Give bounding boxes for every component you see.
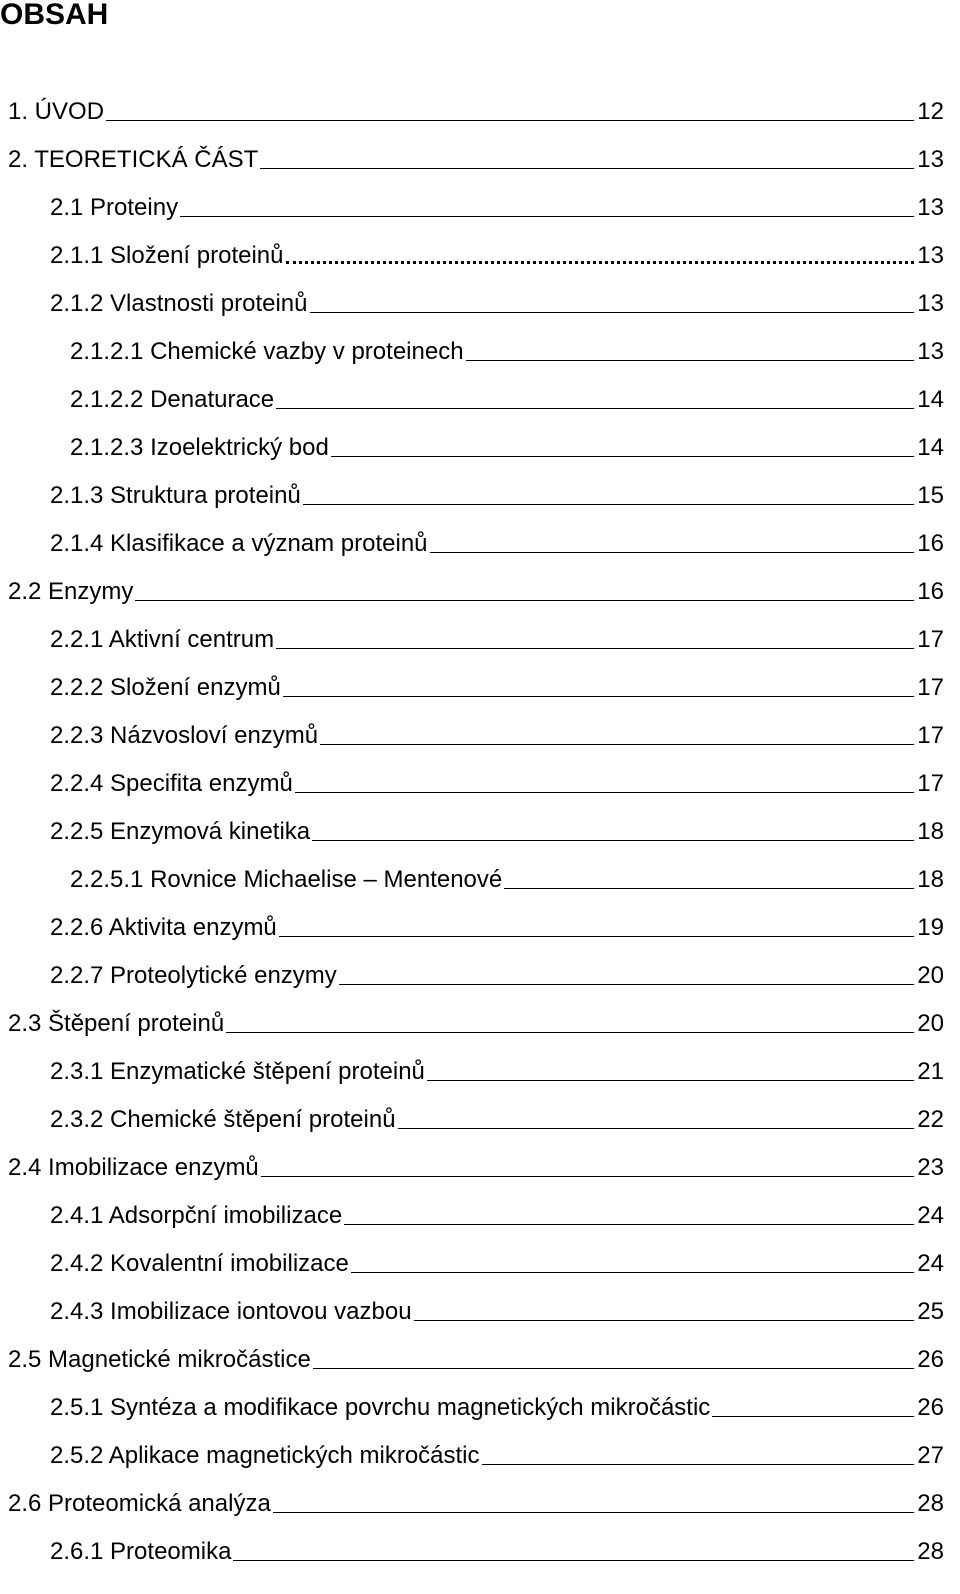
toc-entry-title: 2.4.3 Imobilizace iontovou vazbou	[50, 1298, 412, 1325]
toc-page-number: 17	[917, 770, 944, 797]
toc-entry[interactable]	[50, 956, 944, 990]
toc-entry-title: 2.2.3 Názvosloví enzymů	[50, 722, 319, 749]
toc-page-number: 13	[917, 242, 944, 269]
toc-leader	[283, 696, 914, 697]
toc-entry-title: 2.2 Enzymy	[8, 578, 134, 605]
toc-page-number: 13	[917, 290, 944, 317]
toc-leader	[313, 1368, 915, 1369]
toc-leader	[712, 1416, 914, 1417]
toc-entry-title: 2.4.2 Kovalentní imobilizace	[50, 1250, 349, 1277]
toc-entry[interactable]	[50, 1436, 944, 1470]
toc-entry-title: 2.1.2.3 Izoelektrický bod	[70, 434, 329, 461]
toc-entry[interactable]	[8, 572, 944, 606]
toc-leader	[351, 1272, 914, 1273]
toc-entry-title: 2.4.1 Adsorpční imobilizace	[50, 1202, 343, 1229]
toc-entry[interactable]	[70, 860, 944, 894]
toc-page-number: 12	[917, 98, 944, 125]
toc-entry[interactable]	[50, 812, 944, 846]
toc-leader	[279, 936, 915, 937]
toc-page-number: 24	[917, 1250, 944, 1277]
toc-page-number: 23	[917, 1154, 944, 1181]
toc-entry-title: 2.3.1 Enzymatické štěpení proteinů	[50, 1058, 425, 1085]
toc-page-number: 19	[917, 914, 944, 941]
page-title: OBSAH	[0, 0, 109, 31]
toc-entry[interactable]	[50, 1292, 944, 1326]
toc-entry[interactable]	[50, 1100, 944, 1134]
toc-entry[interactable]	[70, 380, 944, 414]
toc-leader	[466, 360, 915, 361]
toc-entry-title: 2.1.4 Klasifikace a význam proteinů	[50, 530, 428, 557]
toc-entry-title: 2.2.6 Aktivita enzymů	[50, 914, 277, 941]
toc-entry[interactable]	[50, 476, 944, 510]
toc-page-number: 14	[917, 434, 944, 461]
toc-entry[interactable]	[50, 764, 944, 798]
toc-page-number: 13	[917, 338, 944, 365]
toc-page-number: 26	[917, 1394, 944, 1421]
toc-leader	[303, 504, 914, 505]
toc-entry[interactable]	[50, 716, 944, 750]
toc-page-number: 16	[917, 530, 944, 557]
toc-page-number: 20	[917, 1010, 944, 1037]
toc-leader	[504, 888, 914, 889]
toc-entry[interactable]	[50, 284, 944, 318]
toc-page-number: 24	[917, 1202, 944, 1229]
toc-leader	[286, 261, 915, 264]
toc-entry[interactable]	[50, 1196, 944, 1230]
toc-leader	[331, 456, 914, 457]
toc-entry[interactable]	[8, 1484, 944, 1518]
toc-leader	[320, 744, 914, 745]
toc-page-number: 13	[917, 146, 944, 173]
toc-entry-title: 2.6 Proteomická analýza	[8, 1490, 271, 1517]
toc-entry[interactable]	[50, 188, 944, 222]
toc-entry-title: 2.1.3 Struktura proteinů	[50, 482, 301, 509]
toc-page-number: 20	[917, 962, 944, 989]
toc-leader	[398, 1128, 915, 1129]
toc-entry-title: 2.2.2 Složení enzymů	[50, 674, 281, 701]
toc-leader	[233, 1560, 914, 1561]
toc-entry-title: 2.6.1 Proteomika	[50, 1538, 232, 1565]
toc-entry[interactable]	[8, 92, 944, 126]
toc-entry[interactable]	[8, 140, 944, 174]
toc-leader	[276, 648, 914, 649]
toc-entry[interactable]	[8, 1148, 944, 1182]
toc-entry-title: 2.1.2.1 Chemické vazby v proteinech	[70, 338, 464, 365]
toc-entry[interactable]	[50, 1244, 944, 1278]
toc-entry-title: 2.1.2 Vlastnosti proteinů	[50, 290, 308, 317]
toc-page-number: 28	[917, 1538, 944, 1565]
toc-entry[interactable]	[50, 1532, 944, 1566]
toc-page-number: 13	[917, 194, 944, 221]
toc-entry[interactable]	[8, 1340, 944, 1374]
toc-leader	[482, 1464, 915, 1465]
toc-entry-title: 2.3 Štěpení proteinů	[8, 1010, 225, 1037]
toc-page-number: 17	[917, 626, 944, 653]
toc-leader	[260, 168, 914, 169]
toc-page-number: 26	[917, 1346, 944, 1373]
toc-page-number: 15	[917, 482, 944, 509]
toc-leader	[261, 1176, 915, 1177]
toc-page-number: 22	[917, 1106, 944, 1133]
toc-entry-title: 2.2.7 Proteolytické enzymy	[50, 962, 337, 989]
toc-leader	[414, 1320, 915, 1321]
toc-leader	[226, 1032, 914, 1033]
toc-leader	[430, 552, 915, 553]
toc-leader	[295, 792, 914, 793]
toc-entry-title: 2.1.1 Složení proteinů	[50, 242, 284, 269]
toc-leader	[312, 840, 914, 841]
toc-entry-title: 2.1.2.2 Denaturace	[70, 386, 275, 413]
toc-entry-title: 2.2.1 Aktivní centrum	[50, 626, 275, 653]
toc-entry[interactable]	[50, 620, 944, 654]
toc-page-number: 16	[917, 578, 944, 605]
toc-entry-title: 2. TEORETICKÁ ČÁST	[8, 146, 259, 173]
toc-page-number: 17	[917, 722, 944, 749]
toc-entry-title: 2.1 Proteiny	[50, 194, 179, 221]
toc-leader	[344, 1224, 914, 1225]
toc-entry[interactable]	[50, 908, 944, 942]
toc-leader	[180, 216, 914, 217]
toc-entry-title: 2.5 Magnetické mikročástice	[8, 1346, 311, 1373]
toc-page-number: 17	[917, 674, 944, 701]
toc-page-number: 25	[917, 1298, 944, 1325]
toc-leader	[106, 120, 914, 121]
toc-entry-title: 2.5.1 Syntéza a modifikace povrchu magnetických mikročástic	[50, 1394, 711, 1421]
toc-entry[interactable]	[50, 524, 944, 558]
toc-entry[interactable]	[50, 668, 944, 702]
toc-entry[interactable]	[50, 1052, 944, 1086]
toc-entry[interactable]	[50, 1388, 944, 1422]
toc-entry-title: 1. ÚVOD	[8, 98, 105, 125]
toc-leader	[276, 408, 914, 409]
toc-entry-title: 2.4 Imobilizace enzymů	[8, 1154, 259, 1181]
toc-entry[interactable]	[50, 236, 944, 270]
toc-leader	[427, 1080, 914, 1081]
toc-page-number: 18	[917, 818, 944, 845]
toc-leader	[135, 600, 914, 601]
toc-entry-title: 2.2.5 Enzymová kinetika	[50, 818, 311, 845]
toc-leader	[339, 984, 915, 985]
toc-page-number: 27	[917, 1442, 944, 1469]
toc-entry[interactable]	[70, 332, 944, 366]
toc-entry[interactable]	[8, 1004, 944, 1038]
toc-entry-title: 2.5.2 Aplikace magnetických mikročástic	[50, 1442, 480, 1469]
toc-leader	[310, 312, 915, 313]
toc-leader	[273, 1512, 914, 1513]
toc-page-number: 28	[917, 1490, 944, 1517]
toc-entry-title: 2.2.4 Specifita enzymů	[50, 770, 293, 797]
toc-entry[interactable]	[70, 428, 944, 462]
toc-page-number: 14	[917, 386, 944, 413]
toc-entry-title: 2.3.2 Chemické štěpení proteinů	[50, 1106, 396, 1133]
toc-entry-title: 2.2.5.1 Rovnice Michaelise – Mentenové	[70, 866, 503, 893]
toc-page-number: 21	[917, 1058, 944, 1085]
toc-page-number: 18	[917, 866, 944, 893]
